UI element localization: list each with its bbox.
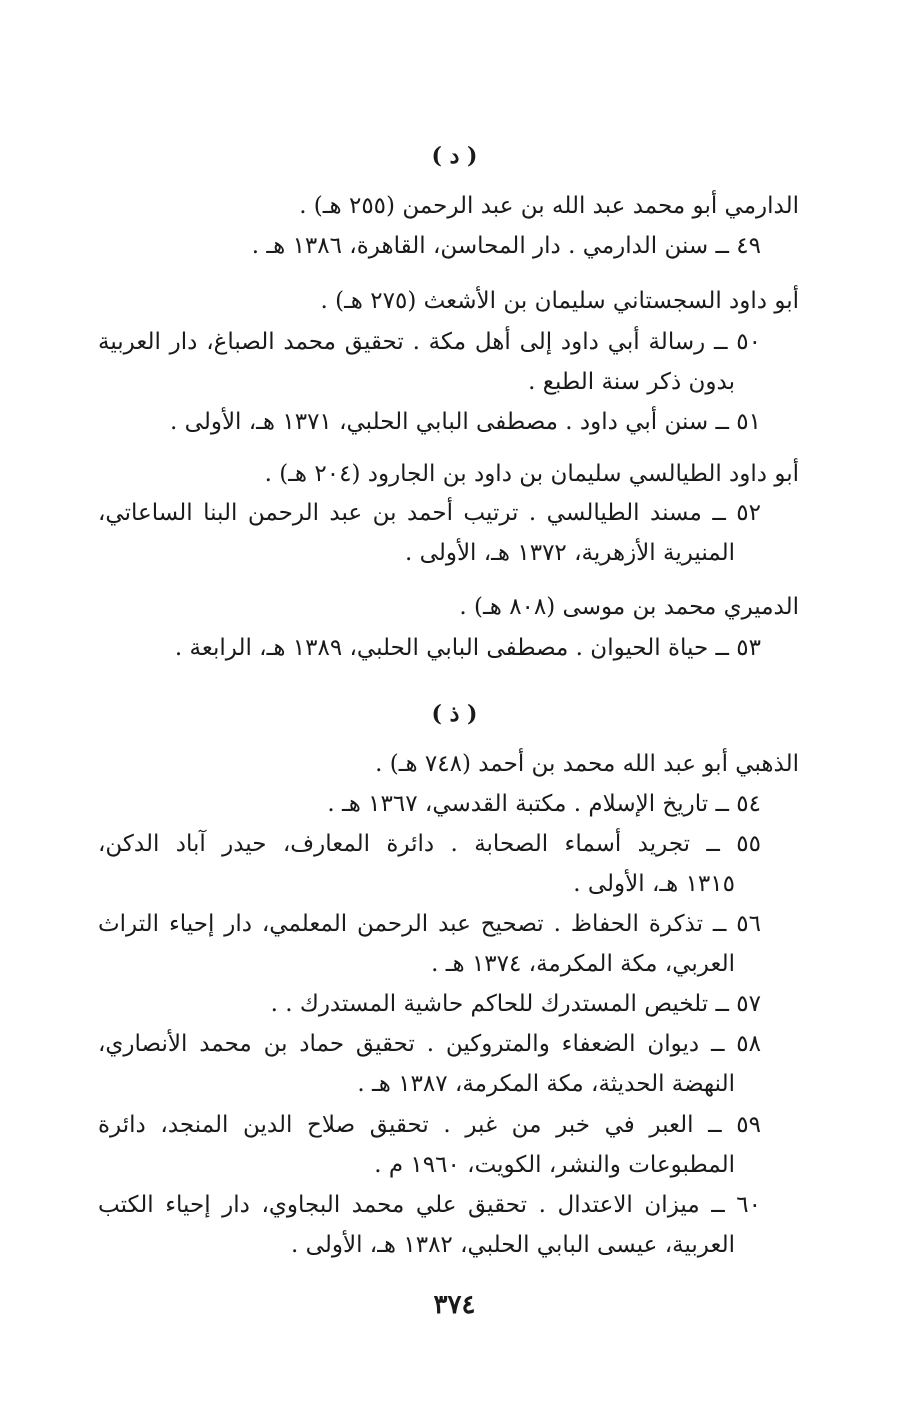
entry-55-continued: ١٣١٥ هـ، الأولى . (573, 871, 735, 897)
entry-50: ٥٠ ــ رسالة أبي داود إلى أهل مكة . تحقيق محمد الصباغ، دار العربية (98, 329, 761, 355)
author-darimi: الدارمي أبو محمد عبد الله بن عبد الرحمن (٢٥٥ هـ) . (299, 193, 799, 219)
section-heading-dhal: ( ذ ) (431, 701, 478, 727)
entry-60-continued: العربية، عيسى البابي الحلبي، ١٣٨٢ هـ، الأولى . (291, 1232, 735, 1258)
entry-49: ٤٩ ــ سنن الدارمي . دار المحاسن، القاهرة، ١٣٨٦ هـ . (251, 233, 761, 259)
author-dhahabi: الذهبي أبو عبد الله محمد بن أحمد (٧٤٨ هـ) . (375, 751, 799, 777)
entry-59: ٥٩ ــ العبر في خبر من غبر . تحقيق صلاح الدين المنجد، دائرة (98, 1112, 761, 1138)
author-abu-dawud-sijistani: أبو داود السجستاني سليمان بن الأشعث (٢٧٥ هـ) . (320, 288, 799, 314)
entry-60: ٦٠ ــ ميزان الاعتدال . تحقيق علي محمد البجاوي، دار إحياء الكتب (98, 1192, 761, 1218)
entry-59-continued: المطبوعات والنشر، الكويت، ١٩٦٠ م . (374, 1152, 735, 1178)
entry-57: ٥٧ ــ تلخيص المستدرك للحاكم حاشية المستدرك . . (270, 991, 761, 1017)
entry-58: ٥٨ ــ ديوان الضعفاء والمتروكين . تحقيق حماد بن محمد الأنصاري، (98, 1031, 761, 1057)
page-number: ٣٧٤ (433, 1290, 476, 1320)
entry-58-continued: النهضة الحديثة، مكة المكرمة، ١٣٨٧ هـ . (357, 1071, 735, 1097)
entry-54: ٥٤ ــ تاريخ الإسلام . مكتبة القدسي، ١٣٦٧ هـ . (327, 791, 761, 817)
entry-52-continued: المنيرية الأزهرية، ١٣٧٢ هـ، الأولى . (405, 540, 735, 566)
entry-56-continued: العربي، مكة المكرمة، ١٣٧٤ هـ . (431, 951, 735, 977)
entry-50-continued: بدون ذكر سنة الطبع . (528, 369, 735, 395)
author-damiri: الدميري محمد بن موسى (٨٠٨ هـ) . (459, 594, 799, 620)
entry-52: ٥٢ ــ مسند الطيالسي . ترتيب أحمد بن عبد الرحمن البنا الساعاتي، (98, 500, 761, 526)
section-heading-dal: ( د ) (431, 143, 478, 169)
entry-56: ٥٦ ــ تذكرة الحفاظ . تصحيح عبد الرحمن المعلمي، دار إحياء التراث (98, 911, 761, 937)
entry-53: ٥٣ ــ حياة الحيوان . مصطفى البابي الحلبي، ١٣٨٩ هـ، الرابعة . (174, 635, 761, 661)
author-abu-dawud-tayalisi: أبو داود الطيالسي سليمان بن داود بن الجارود (٢٠٤ هـ) . (264, 461, 799, 487)
entry-51: ٥١ ــ سنن أبي داود . مصطفى البابي الحلبي، ١٣٧١ هـ، الأولى . (170, 409, 761, 435)
entry-55: ٥٥ ــ تجريد أسماء الصحابة . دائرة المعارف، حيدر آباد الدكن، (98, 831, 761, 857)
